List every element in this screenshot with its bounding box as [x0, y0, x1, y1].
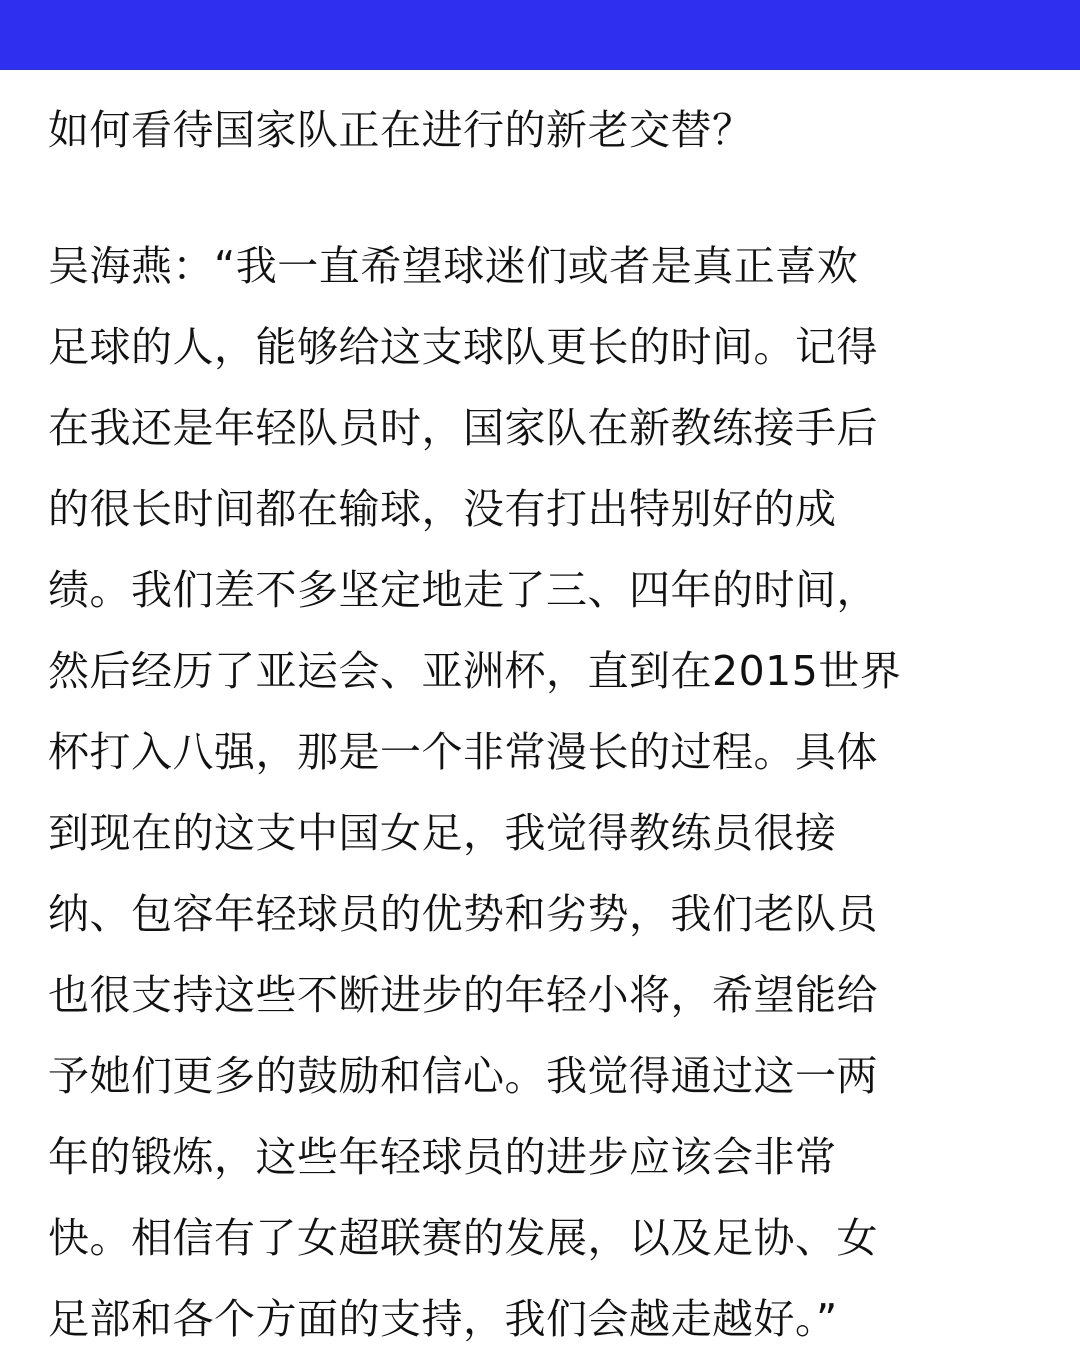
answer-line: 也很支持这些不断进步的年轻小将，希望能给 — [48, 971, 878, 1019]
answer-line: 年的锻炼，这些年轻球员的进步应该会非常 — [48, 1133, 837, 1181]
answer-line: 然后经历了亚运会、亚洲杯，直到在2015世界 — [48, 647, 902, 695]
answer-line: 快。相信有了女超联赛的发展，以及足协、女 — [48, 1214, 878, 1262]
answer-line: 到现在的这支中国女足，我觉得教练员很接 — [48, 809, 837, 857]
question-heading: 如何看待国家队正在进行的新老交替？ — [48, 106, 754, 154]
answer-line: 吴海燕：“我一直希望球迷们或者是真正喜欢 — [48, 242, 859, 290]
answer-line: 在我还是年轻队员时，国家队在新教练接手后 — [48, 404, 878, 452]
article-content — [48, 90, 1038, 1360]
answer-line: 绩。我们差不多坚定地走了三、四年的时间， — [48, 566, 878, 614]
answer-line: 的很长时间都在输球，没有打出特别好的成 — [48, 485, 837, 533]
answer-line: 足球的人，能够给这支球队更长的时间。记得 — [48, 323, 878, 371]
answer-line: 纳、包容年轻球员的优势和劣势，我们老队员 — [48, 890, 878, 938]
answer-paragraph — [48, 226, 1038, 1360]
answer-line: 足部和各个方面的支持，我们会越走越好。” — [48, 1295, 838, 1343]
answer-line: 予她们更多的鼓励和信心。我觉得通过这一两 — [48, 1052, 878, 1100]
answer-line: 杯打入八强，那是一个非常漫长的过程。具体 — [48, 728, 878, 776]
top-color-bar — [0, 0, 1080, 70]
